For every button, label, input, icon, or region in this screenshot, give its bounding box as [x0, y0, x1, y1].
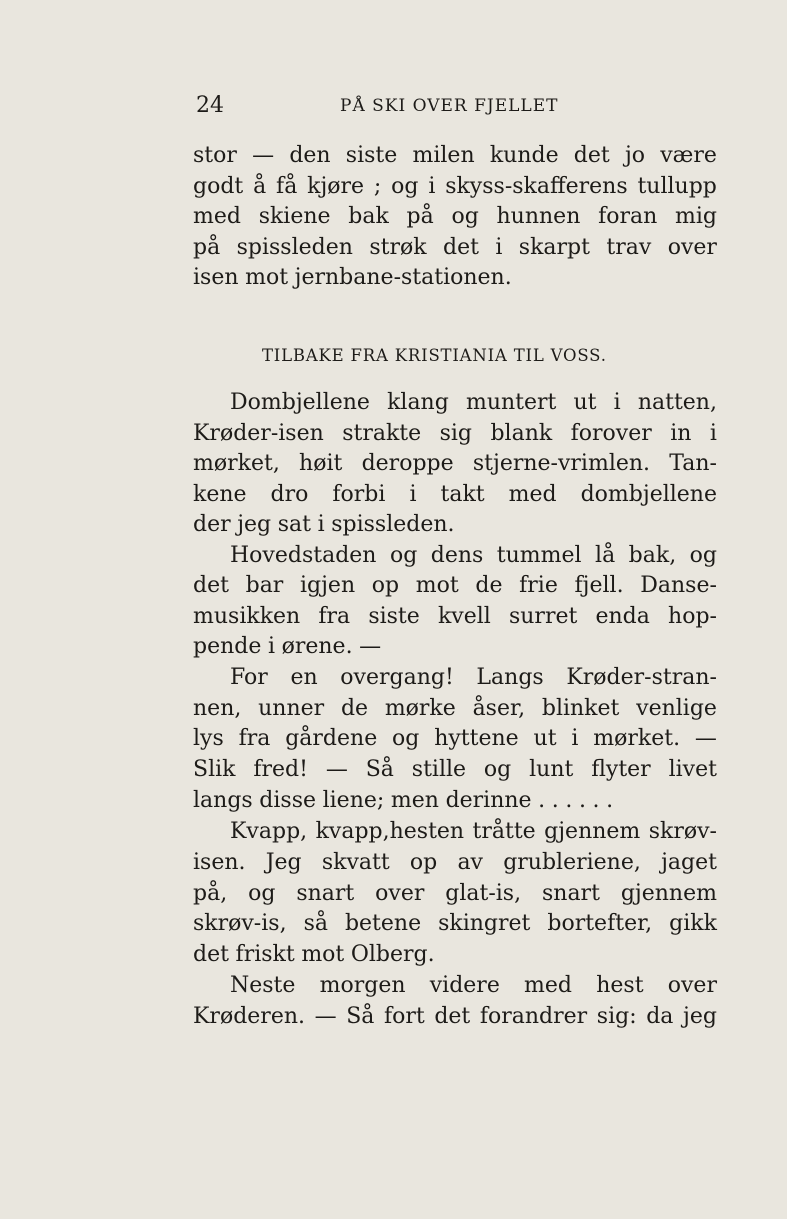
- word: de: [475, 573, 503, 598]
- word: jeg: [237, 512, 272, 537]
- word: de: [340, 696, 369, 721]
- word: jeg: [683, 1004, 717, 1029]
- word: på: [193, 235, 221, 260]
- word: forbi: [332, 482, 386, 507]
- text-line: [193, 632, 717, 662]
- word: .: [592, 788, 600, 813]
- word: mørke: [384, 696, 456, 721]
- word: foran: [598, 204, 658, 229]
- text-line: [193, 449, 717, 479]
- word: Langs: [476, 665, 544, 690]
- word: mørket.: [593, 726, 681, 751]
- text-line: [193, 480, 717, 510]
- word: —: [694, 726, 717, 751]
- word: fra: [318, 604, 351, 629]
- word: enda: [595, 604, 650, 629]
- word: —: [359, 634, 382, 659]
- word: in: [670, 421, 692, 446]
- word: det: [434, 1004, 471, 1029]
- word: og: [391, 174, 419, 199]
- word: med: [524, 973, 573, 998]
- word: det: [442, 235, 479, 260]
- word: overgang!: [340, 665, 454, 690]
- word: .: [538, 788, 546, 813]
- word: .: [565, 788, 573, 813]
- text-line: [193, 724, 717, 754]
- word: Danse-: [640, 573, 717, 598]
- word: Så: [365, 757, 394, 782]
- word: isen.: [193, 850, 246, 875]
- word: fred!: [253, 757, 308, 782]
- word: kvapp,hesten: [315, 819, 465, 844]
- word: tullupp: [637, 174, 717, 199]
- word: og: [392, 726, 420, 751]
- word: jo: [624, 143, 646, 168]
- word: hop-: [668, 604, 717, 629]
- text-line: [193, 141, 717, 171]
- text-line: [193, 909, 717, 939]
- word: mot: [415, 573, 459, 598]
- word: hest: [596, 973, 644, 998]
- text-line: [193, 786, 717, 816]
- word: Kvapp,: [230, 819, 308, 844]
- word: snart: [296, 881, 355, 906]
- word: i: [495, 235, 503, 260]
- word: dro: [270, 482, 309, 507]
- word: spissleden.: [331, 512, 455, 537]
- word: blinket: [541, 696, 620, 721]
- word: strøk: [369, 235, 427, 260]
- word: lunt: [529, 757, 574, 782]
- text-line: [193, 602, 717, 632]
- word: lys: [193, 726, 224, 751]
- text-line: [193, 419, 717, 449]
- word: forover: [570, 421, 652, 446]
- word: skyss-skafferens: [445, 174, 628, 199]
- word: op: [409, 850, 438, 875]
- word: stjerne-vrimlen.: [472, 451, 651, 476]
- word: hunnen: [496, 204, 581, 229]
- word: der: [193, 512, 231, 537]
- word: da: [646, 1004, 674, 1029]
- word: kene: [193, 482, 247, 507]
- section-heading: TILBAKE FRA KRISTIANIA TIL VOSS.: [262, 346, 607, 365]
- word: forandrer: [479, 1004, 588, 1029]
- word: Så: [346, 1004, 375, 1029]
- word: fort: [383, 1004, 425, 1029]
- running-head: PÅ SKI OVER FJELLET: [340, 96, 559, 116]
- word: .: [606, 788, 614, 813]
- word: tummel: [496, 543, 582, 568]
- word: få: [276, 174, 298, 199]
- word: ut: [573, 390, 597, 415]
- word: skarpt: [518, 235, 590, 260]
- word: med: [508, 482, 557, 507]
- word: siste: [345, 143, 398, 168]
- word: Krøder-isen: [193, 421, 324, 446]
- word: —: [314, 1004, 337, 1029]
- word: skrøv-: [648, 819, 717, 844]
- text-line: [230, 388, 717, 418]
- text-line: [193, 233, 717, 263]
- word: kjøre: [307, 174, 365, 199]
- word: Krøder-stran-: [566, 665, 717, 690]
- word: lå: [595, 543, 616, 568]
- word: disse: [259, 788, 317, 813]
- word: .: [551, 788, 559, 813]
- word: dombjellene: [580, 482, 717, 507]
- word: —: [252, 143, 275, 168]
- word: tråtte: [472, 819, 536, 844]
- word: Jeg: [265, 850, 302, 875]
- word: stor: [193, 143, 237, 168]
- text-line: [193, 694, 717, 724]
- word: å: [253, 174, 267, 199]
- text-line: [193, 263, 717, 293]
- word: liene;: [322, 788, 385, 813]
- word: mørket,: [193, 451, 280, 476]
- word: kunde: [489, 143, 559, 168]
- word: jernbane-stationen.: [294, 265, 512, 290]
- word: høit: [299, 451, 343, 476]
- word: takt: [440, 482, 485, 507]
- word: av: [457, 850, 483, 875]
- word: muntert: [465, 390, 557, 415]
- word: skrøv-is,: [193, 911, 287, 936]
- word: godt: [193, 174, 244, 199]
- word: på: [406, 204, 434, 229]
- word: igjen: [299, 573, 356, 598]
- word: skingret: [438, 911, 531, 936]
- word: trav: [606, 235, 652, 260]
- word: i: [409, 482, 417, 507]
- word: over: [375, 881, 425, 906]
- word: Neste: [230, 973, 296, 998]
- word: .: [578, 788, 586, 813]
- word: gjennem: [620, 881, 717, 906]
- word: i: [317, 512, 325, 537]
- word: i: [267, 634, 276, 659]
- word: over: [667, 973, 717, 998]
- word: stille: [411, 757, 467, 782]
- text-line: [193, 940, 717, 970]
- word: mig: [675, 204, 717, 229]
- word: isen: [193, 265, 239, 290]
- word: Tan-: [669, 451, 717, 476]
- word: sig: [439, 421, 473, 446]
- word: Hovedstaden: [230, 543, 377, 568]
- word: strakte: [342, 421, 422, 446]
- word: Krøderen.: [193, 1004, 305, 1029]
- word: i: [428, 174, 436, 199]
- text-line: [193, 172, 717, 202]
- text-line: [230, 663, 717, 693]
- word: skiene: [258, 204, 331, 229]
- word: deroppe: [361, 451, 454, 476]
- word: i: [613, 390, 621, 415]
- word: siste: [368, 604, 420, 629]
- word: og: [451, 204, 479, 229]
- word: langs: [193, 788, 253, 813]
- word: åser,: [472, 696, 526, 721]
- word: en: [290, 665, 318, 690]
- word: For: [230, 665, 268, 690]
- word: op: [371, 573, 400, 598]
- page-number: 24: [196, 93, 224, 118]
- text-line: [193, 755, 717, 785]
- text-line: [230, 541, 717, 571]
- word: Dombjellene: [230, 390, 370, 415]
- word: sig:: [596, 1004, 637, 1029]
- word: milen: [412, 143, 475, 168]
- text-line: [193, 879, 717, 909]
- word: gårdene: [285, 726, 378, 751]
- text-line: [230, 971, 717, 1001]
- word: grubleriene,: [503, 850, 641, 875]
- word: livet: [668, 757, 717, 782]
- word: over: [667, 235, 717, 260]
- word: ;: [373, 174, 382, 199]
- word: fra: [238, 726, 271, 751]
- word: spissleden: [236, 235, 353, 260]
- word: på,: [193, 881, 228, 906]
- word: i: [709, 421, 717, 446]
- word: venlige: [636, 696, 717, 721]
- word: det: [193, 942, 229, 967]
- word: natten,: [637, 390, 717, 415]
- word: med: [193, 204, 241, 229]
- word: frie: [519, 573, 558, 598]
- word: mot: [301, 942, 345, 967]
- word: pende: [193, 634, 262, 659]
- text-line: [193, 510, 717, 540]
- word: Slik: [193, 757, 236, 782]
- word: være: [660, 143, 717, 168]
- word: dens: [430, 543, 484, 568]
- word: ørene.: [281, 634, 353, 659]
- text-line: [230, 817, 717, 847]
- text-line: [193, 848, 717, 878]
- word: bar: [245, 573, 284, 598]
- word: sat: [277, 512, 311, 537]
- word: glat-is,: [445, 881, 522, 906]
- word: gikk: [669, 911, 717, 936]
- word: klang: [387, 390, 449, 415]
- word: derinne: [445, 788, 532, 813]
- word: gjennem: [544, 819, 641, 844]
- word: men: [390, 788, 439, 813]
- word: flyter: [591, 757, 651, 782]
- word: den: [289, 143, 331, 168]
- word: så: [303, 911, 328, 936]
- word: Olberg.: [350, 942, 435, 967]
- word: og: [689, 543, 717, 568]
- word: snart: [541, 881, 600, 906]
- word: skvatt: [321, 850, 390, 875]
- word: nen,: [193, 696, 242, 721]
- word: friskt: [235, 942, 295, 967]
- word: kvell: [437, 604, 491, 629]
- word: bortefter,: [547, 911, 653, 936]
- word: det: [193, 573, 229, 598]
- word: unner: [258, 696, 325, 721]
- word: fjell.: [574, 573, 624, 598]
- word: i: [571, 726, 579, 751]
- word: morgen: [319, 973, 406, 998]
- word: blank: [490, 421, 553, 446]
- word: jaget: [661, 850, 717, 875]
- word: hyttene: [434, 726, 519, 751]
- word: og: [248, 881, 276, 906]
- text-line: [193, 1002, 717, 1032]
- text-line: [193, 202, 717, 232]
- word: musikken: [193, 604, 301, 629]
- word: ut: [533, 726, 557, 751]
- word: surret: [508, 604, 578, 629]
- word: videre: [429, 973, 500, 998]
- text-line: [193, 571, 717, 601]
- word: —: [325, 757, 348, 782]
- word: det: [573, 143, 610, 168]
- word: og: [483, 757, 512, 782]
- word: og: [389, 543, 418, 568]
- word: betene: [344, 911, 422, 936]
- word: bak: [348, 204, 389, 229]
- word: bak,: [628, 543, 677, 568]
- word: mot: [245, 265, 289, 290]
